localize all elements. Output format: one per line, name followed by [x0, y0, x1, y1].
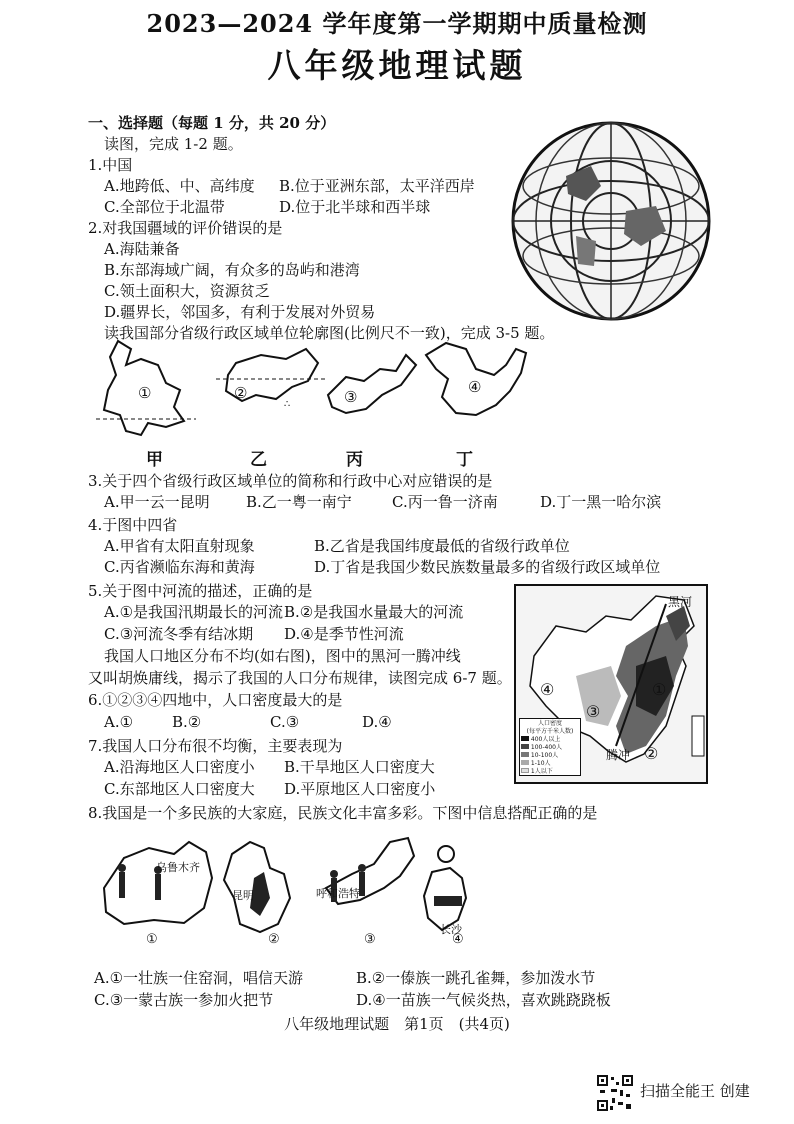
q7-option-c[interactable]: C.东部地区人口密度大 — [104, 780, 255, 798]
q6-option-c[interactable]: C.③ — [270, 713, 300, 731]
q8-option-a[interactable]: A.①一壮族一住窑洞，唱信天游 — [94, 969, 304, 987]
q7-option-a[interactable]: A.沿海地区人口密度小 — [104, 758, 255, 776]
legend-item: 400人以上 — [521, 736, 579, 744]
ethnic-marker-4: ④ — [452, 932, 464, 947]
q4-stem: 4.于图中四省 — [88, 516, 178, 534]
province-label-4: ④ — [468, 378, 482, 396]
legend-item: 1人以下 — [521, 768, 579, 776]
q1-option-a[interactable]: A.地跨低、中、高纬度 — [104, 177, 255, 195]
q7-stem: 7.我国人口分布很不均衡，主要表现为 — [88, 737, 343, 755]
q5-option-d[interactable]: D.④是季节性河流 — [284, 625, 404, 643]
q8-option-d[interactable]: D.④一苗族一气候炎热，喜欢跳跷跷板 — [356, 991, 611, 1009]
legend-item: 100-400人 — [521, 744, 579, 752]
q6-option-a[interactable]: A.① — [104, 713, 134, 731]
q5-option-b[interactable]: B.②是我国水量最大的河流 — [284, 603, 464, 621]
province-name-ding: 丁 — [456, 450, 473, 470]
q3-option-c[interactable]: C.丙一鲁一济南 — [392, 493, 498, 511]
ethnic-city-changsha: 长沙 — [440, 923, 462, 936]
ethnic-city-hohhot: 呼和浩特 — [316, 887, 360, 900]
q6-option-d[interactable]: D.④ — [362, 713, 392, 731]
province-label-2: ② — [234, 384, 248, 402]
q6-stem: 6.①②③④四地中，人口密度最大的是 — [88, 691, 343, 709]
q5-stem: 5.关于图中河流的描述，正确的是 — [88, 582, 313, 600]
q4-option-b[interactable]: B.乙省是我国纬度最低的省级行政单位 — [314, 537, 570, 555]
q6-7-intro-line1: 我国人口地区分布不均(如右图)，图中的黑河一腾冲线 — [104, 647, 461, 665]
province-name-yi: 乙 — [250, 450, 267, 470]
q4-option-d[interactable]: D.丁省是我国少数民族数量最多的省级行政区域单位 — [314, 558, 661, 576]
q2-stem: 2.对我国疆域的评价错误的是 — [88, 219, 283, 237]
heihe-label: 黑河 — [668, 595, 693, 609]
ethnic-groups-illustration — [94, 828, 494, 940]
q2-option-c[interactable]: C.领土面积大，资源贫乏 — [104, 282, 270, 300]
q2-option-b[interactable]: B.东部海域广阔，有众多的岛屿和港湾 — [104, 261, 360, 279]
q3-option-d[interactable]: D.丁一黑一哈尔滨 — [540, 493, 662, 511]
ethnic-marker-1: ① — [146, 932, 158, 947]
province-label-1: ① — [138, 384, 152, 402]
q2-option-d[interactable]: D.疆界长，邻国多，有利于发展对外贸易 — [104, 303, 376, 321]
province-outlines-figure — [96, 335, 546, 465]
exam-subject-title: 八年级地理试题 — [267, 46, 527, 85]
ethnic-marker-3: ③ — [364, 932, 376, 947]
ethnic-marker-2: ② — [268, 932, 280, 947]
q6-option-b[interactable]: B.② — [172, 713, 202, 731]
q7-option-b[interactable]: B.干旱地区人口密度大 — [284, 758, 435, 776]
q6-7-intro-line2: 又叫胡焕庸线，揭示了我国的人口分布规律，读图完成 6-7 题。 — [88, 669, 512, 687]
section-intro: 读图，完成 1-2 题。 — [104, 135, 243, 153]
q8-option-b[interactable]: B.②一傣族一跳孔雀舞，参加泼水节 — [356, 969, 596, 987]
q1-stem: 1.中国 — [88, 156, 133, 174]
q7-option-d[interactable]: D.平原地区人口密度小 — [284, 780, 436, 798]
q3-option-b[interactable]: B.乙一粤一南宁 — [246, 493, 352, 511]
ethnic-city-kunming: 昆明 — [232, 889, 254, 902]
popmap-marker-4: ④ — [540, 680, 555, 699]
legend-subtitle: (每平方千米人数) — [526, 728, 574, 735]
ethnic-city-urumqi: 乌鲁木齐 — [156, 861, 200, 874]
scanner-watermark: 扫描全能王 创建 — [640, 1082, 750, 1100]
legend-item: 10-100人 — [521, 752, 579, 760]
exam-title: 2023—2024 学年度第一学期期中质量检测 — [146, 9, 648, 38]
q3-5-intro: 读我国部分省级行政区域单位轮廓图(比例尺不一致)，完成 3-5 题。 — [104, 324, 555, 342]
q3-stem: 3.关于四个省级行政区域单位的简称和行政中心对应错误的是 — [88, 472, 493, 490]
q4-option-a[interactable]: A.甲省有太阳直射现象 — [104, 537, 255, 555]
section-heading: 一、选择题（每题 1 分，共 20 分） — [88, 114, 336, 132]
province-name-bing: 丙 — [346, 450, 363, 470]
legend-title: 人口密度 — [537, 720, 562, 727]
q8-option-c[interactable]: C.③一蒙古族一参加火把节 — [94, 991, 274, 1009]
q3-option-a[interactable]: A.甲一云一昆明 — [104, 493, 210, 511]
q1-option-b[interactable]: B.位于亚洲东部，太平洋西岸 — [279, 177, 475, 195]
q1-option-c[interactable]: C.全部位于北温带 — [104, 198, 225, 216]
svg-text:∴: ∴ — [284, 399, 291, 410]
province-label-3: ③ — [344, 388, 358, 406]
q5-option-a[interactable]: A.①是我国汛期最长的河流 — [104, 603, 284, 621]
popmap-marker-3: ③ — [586, 702, 601, 721]
page-footer: 八年级地理试题 第1页 (共4页) — [284, 1015, 510, 1033]
legend-item: 1-10人 — [521, 760, 579, 768]
province-name-jia: 甲 — [146, 450, 163, 470]
q1-option-d[interactable]: D.位于北半球和西半球 — [279, 198, 431, 216]
qr-code-icon — [596, 1074, 634, 1112]
globe-illustration — [506, 116, 716, 326]
q4-option-c[interactable]: C.丙省濒临东海和黄海 — [104, 558, 255, 576]
population-legend — [519, 718, 581, 776]
q2-option-a[interactable]: A.海陆兼备 — [104, 240, 180, 258]
popmap-marker-2: ② — [644, 744, 659, 763]
tengchong-label: 腾冲 — [606, 748, 631, 762]
q5-option-c[interactable]: C.③河流冬季有结冰期 — [104, 625, 254, 643]
popmap-marker-1: ① — [652, 680, 667, 699]
q8-stem: 8.我国是一个多民族的大家庭，民族文化丰富多彩。下图中信息搭配正确的是 — [88, 804, 598, 822]
